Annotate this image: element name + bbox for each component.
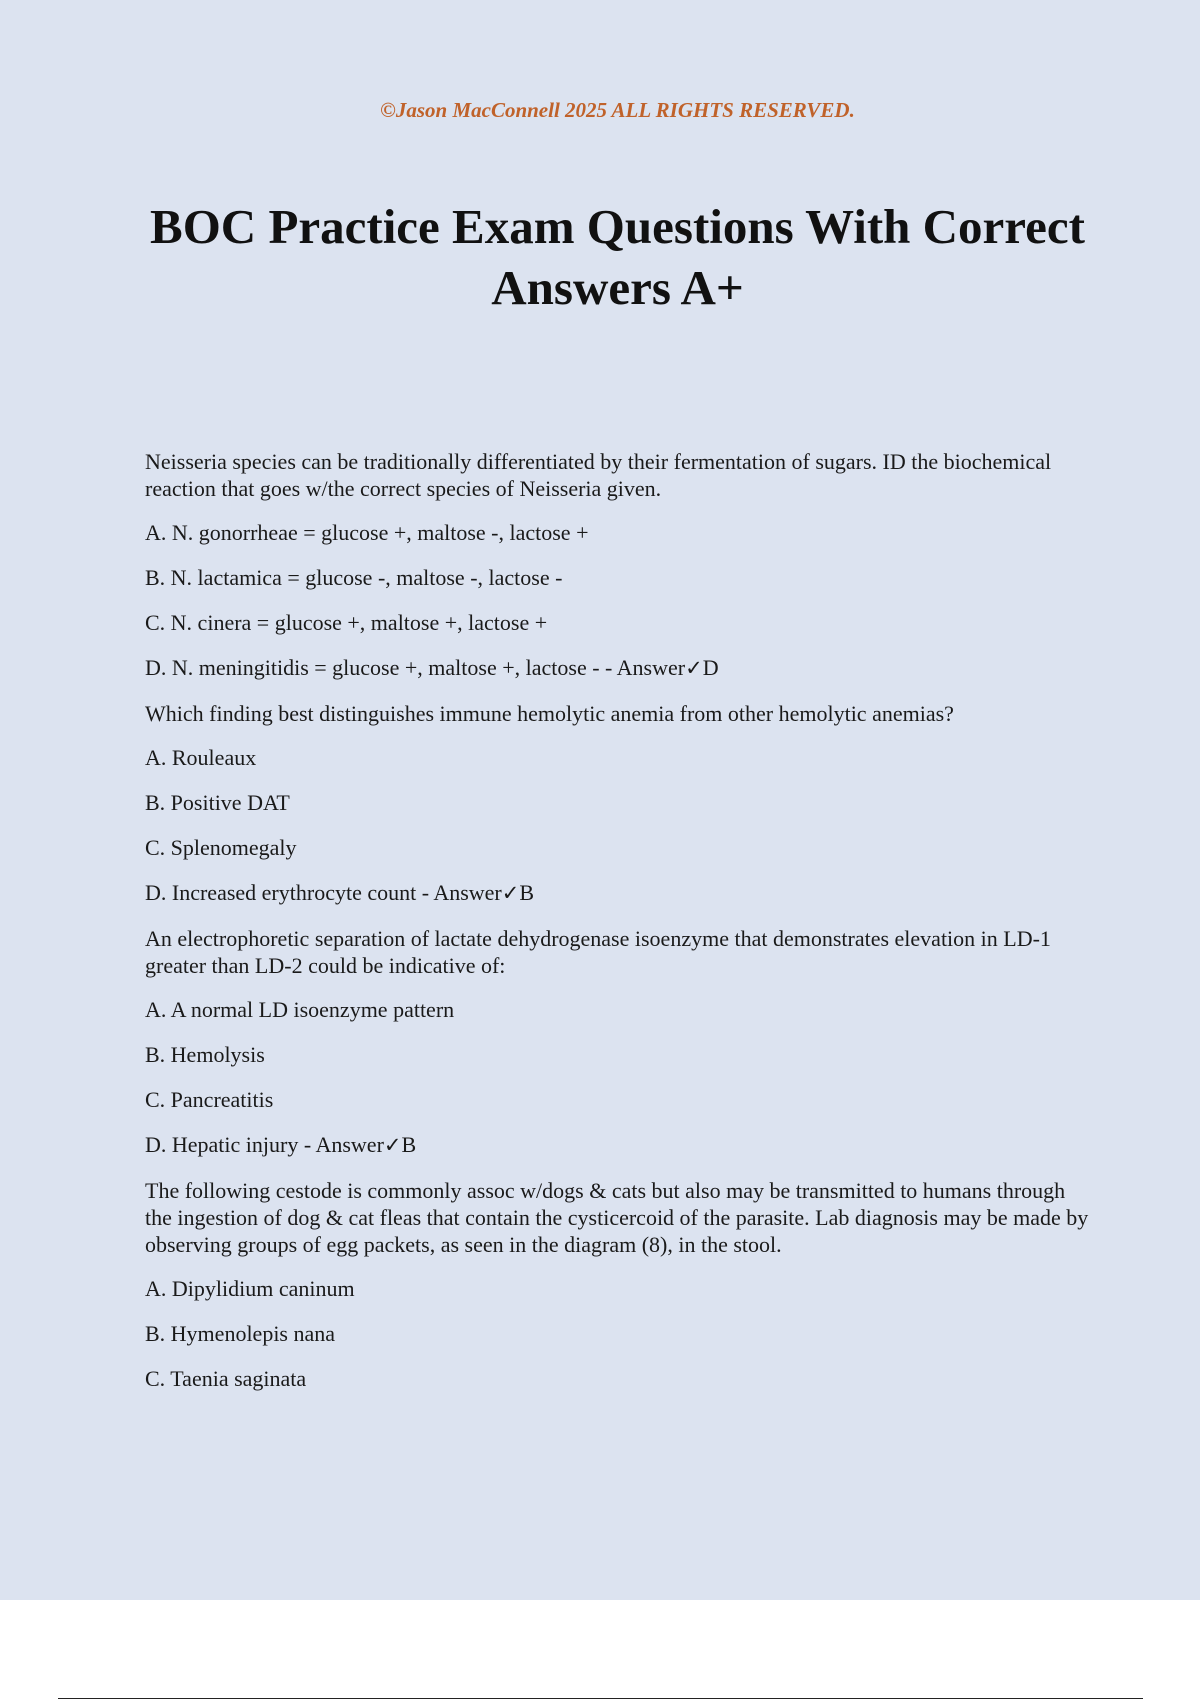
answer-option: C. N. cinera = glucose +, maltose +, lactose + — [145, 610, 548, 635]
answer-option: A. N. gonorrheae = glucose +, maltose -, lactose + — [145, 520, 589, 545]
copyright-notice: ©Jason MacConnell 2025 ALL RIGHTS RESERVED. — [380, 98, 855, 122]
correct-answer: D — [702, 655, 719, 680]
footer-divider — [58, 1698, 1143, 1699]
answer-option: B. Positive DAT — [145, 790, 290, 815]
question-stem: Neisseria species can be traditionally differentiated by their fermentation of sugars. ID the biochemical reaction that goes w/the correct species of Neisseria given. — [145, 449, 1052, 501]
question-stem: Which finding best distinguishes immune hemolytic anemia from other hemolytic anemias? — [145, 701, 954, 726]
answer-option: B. Hemolysis — [145, 1042, 265, 1067]
answer-label: Answer — [315, 1132, 384, 1157]
answer-option: A. Dipylidium caninum — [145, 1276, 355, 1301]
answer-option-text: D. N. meningitidis = glucose +, maltose +, lactose - - — [145, 655, 617, 680]
answer-option-with-answer — [145, 879, 1090, 907]
checkmark-icon: ✓ — [383, 1133, 402, 1157]
answer-label: Answer — [433, 880, 502, 905]
answer-option: C. Pancreatitis — [145, 1087, 274, 1112]
answer-label: Answer — [616, 655, 686, 680]
answer-option-with-answer — [145, 1131, 1090, 1159]
answer-option-with-answer — [145, 654, 1090, 682]
answer-option: B. N. lactamica = glucose -, maltose -, lactose - — [145, 565, 563, 590]
correct-answer: B — [401, 1132, 417, 1157]
answer-option: B. Hymenolepis nana — [145, 1321, 336, 1346]
question-list — [145, 448, 1090, 1410]
answer-option-text: D. Increased erythrocyte count - — [145, 880, 434, 905]
question-stem: The following cestode is commonly assoc w/dogs & cats but also may be transmitted to humans through the ingestion of dog & cat fleas that contain the cysticercoid of the parasite. Lab diagnosis may be made by observing groups of egg packets, as seen in the diagram (8), in the stool. — [145, 1178, 1089, 1257]
correct-answer: B — [519, 880, 535, 905]
answer-option-text: D. Hepatic injury - — [145, 1132, 316, 1157]
document-title: BOC Practice Exam Questions With Correct Answers A+ — [150, 199, 1085, 315]
answer-option: C. Taenia saginata — [145, 1366, 307, 1391]
checkmark-icon: ✓ — [685, 656, 703, 680]
checkmark-icon: ✓ — [501, 881, 520, 905]
answer-option: C. Splenomegaly — [145, 835, 297, 860]
answer-option: A. Rouleaux — [145, 745, 257, 770]
answer-option: A. A normal LD isoenzyme pattern — [145, 997, 455, 1022]
question-stem: An electrophoretic separation of lactate dehydrogenase isoenzyme that demonstrates elevation in LD-1 greater than LD-2 could be indicative of: — [145, 926, 1051, 978]
